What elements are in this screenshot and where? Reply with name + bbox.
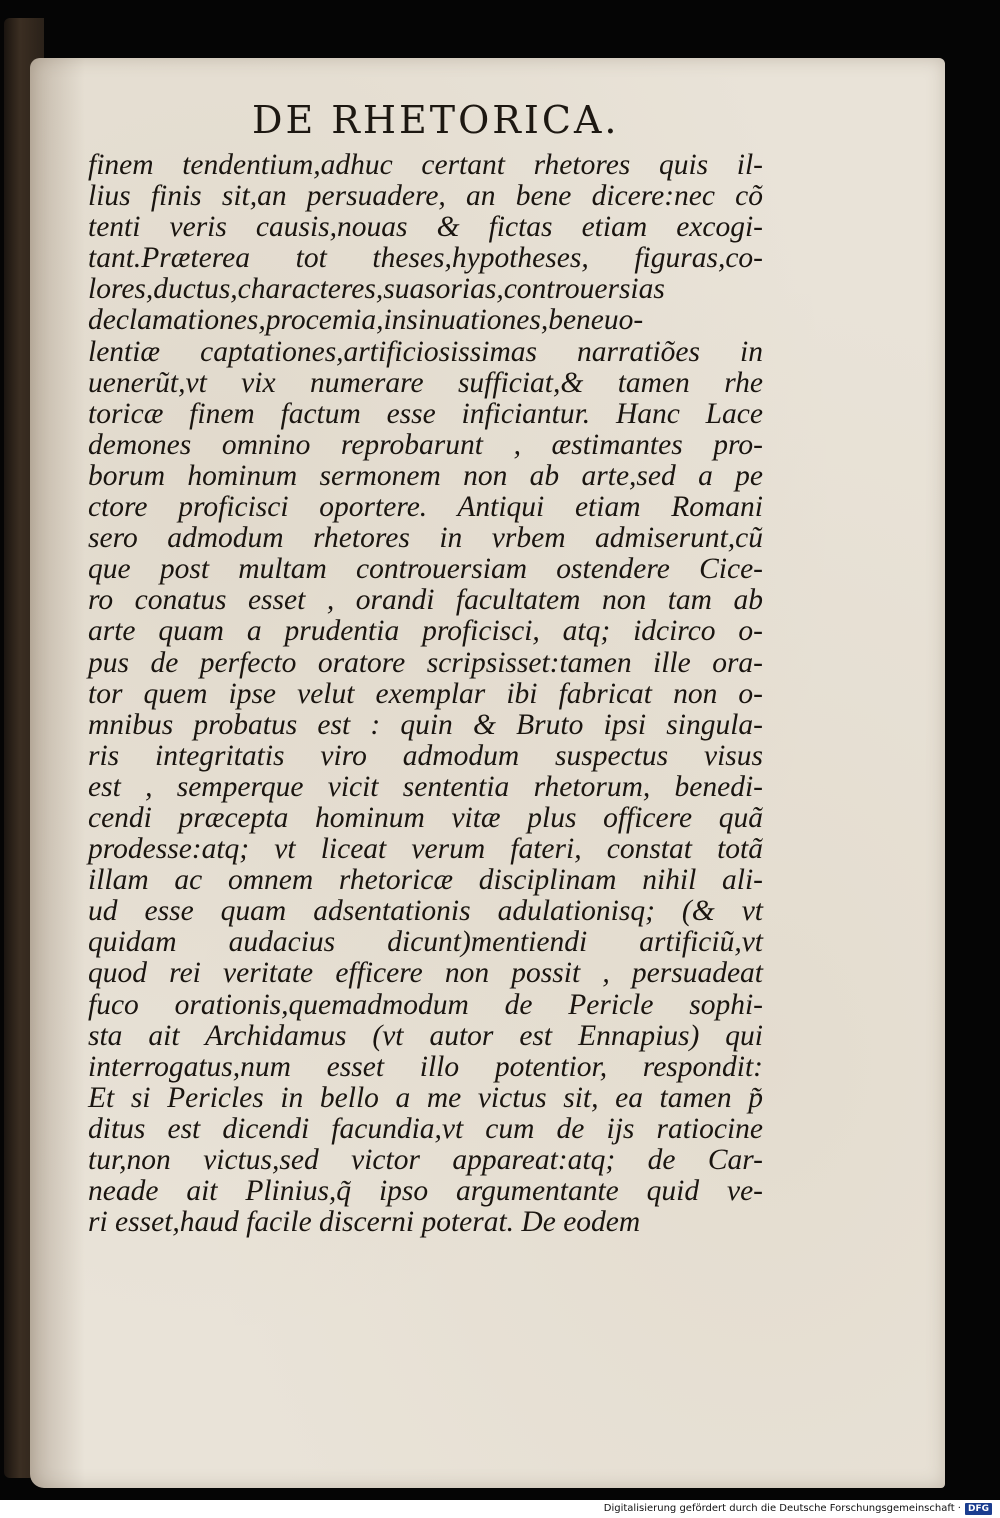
text-line: ud esse quam adsentationis adulationisq; (& vt bbox=[88, 895, 763, 928]
dfg-logo: DFG bbox=[965, 1503, 992, 1515]
text-line: tant.Præterea tot theses,hypotheses, figuras,co- bbox=[88, 242, 763, 275]
text-line: finem tendentium,adhuc certant rhetores quis il- bbox=[88, 149, 763, 181]
text-line: borum hominum sermonem non ab arte,sed a pe bbox=[88, 459, 763, 492]
text-line: ditus est dicendi facundia,vt cum de ijs ratiocine bbox=[88, 1112, 763, 1145]
text-line: tor quem ipse velut exemplar ibi fabricat non o- bbox=[88, 677, 763, 710]
text-line: Et si Pericles in bello a me victus sit, ea tamen p̃ bbox=[88, 1081, 763, 1114]
text-line: quidam audacius dicunt)mentiendi artificiũ,vt bbox=[88, 926, 763, 959]
text-line: tenti veris causis,nouas & fictas etiam excogi- bbox=[88, 211, 763, 244]
text-line: sero admodum rhetores in vrbem admiserunt,cũ bbox=[88, 522, 763, 555]
text-line: lores,ductus,characteres,suasorias,controuersias bbox=[88, 273, 665, 306]
text-line: ri esset,haud facile discerni poterat. De eodem bbox=[88, 1206, 641, 1239]
text-line: mnibus probatus est : quin & Bruto ipsi singula- bbox=[88, 708, 763, 741]
page-header: DE RHETORICA. bbox=[252, 98, 620, 142]
text-line: fuco orationis,quemadmodum de Pericle sophi- bbox=[88, 988, 763, 1021]
text-line: quod rei veritate efficere non possit , persuadeat bbox=[88, 957, 763, 990]
text-line: tur,non victus,sed victor appareat:atq; de Car- bbox=[88, 1144, 763, 1176]
text-line: ro conatus esset , orandi facultatem non tam ab bbox=[88, 584, 763, 617]
text-line: interrogatus,num esset illo potentior, respondit: bbox=[88, 1050, 763, 1083]
text-line: cendi præcepta hominum vitæ plus officere quã bbox=[88, 801, 763, 834]
text-line: sta ait Archidamus (vt autor est Ennapius) qui bbox=[88, 1019, 763, 1052]
text-line: prodesse:atq; vt liceat verum fateri, constat totã bbox=[88, 833, 763, 866]
text-line: neade ait Plinius,q̃ ipso argumentante quid ve- bbox=[88, 1175, 763, 1208]
text-line: pus de perfecto oratore scripsisset:tamen ille ora- bbox=[88, 646, 763, 679]
text-line: declamationes,procemia,insinuationes,beneuo- bbox=[88, 304, 644, 337]
text-line: uenerũt,vt vix numerare sufficiat,& tamen rhe bbox=[88, 366, 763, 399]
text-line: demones omnino reprobarunt , æstimantes pro- bbox=[88, 428, 763, 461]
text-line: toricæ finem factum esse inficiantur. Hanc Lace bbox=[88, 397, 763, 430]
text-line: lentiæ captationes,artificiosissimas narratiões in bbox=[88, 335, 763, 368]
text-line: est , semperque vicit sententia rhetorum, benedi- bbox=[88, 770, 763, 803]
text-line: illam ac omnem rhetoricæ disciplinam nihil ali- bbox=[88, 864, 763, 897]
footer-credit: Digitalisierung gefördert durch die Deutsche Forschungsgemeinschaft · bbox=[603, 1503, 961, 1514]
text-line: lius finis sit,an persuadere, an bene dicere:nec cõ bbox=[88, 180, 763, 213]
text-line: ris integritatis viro admodum suspectus visus bbox=[88, 739, 763, 772]
body-text bbox=[88, 150, 763, 1238]
footer bbox=[604, 1502, 992, 1516]
text-line: ctore proficisci oportere. Antiqui etiam Romani bbox=[88, 491, 763, 524]
text-line: que post multam controuersiam ostendere Cice- bbox=[88, 553, 763, 586]
text-line: arte quam a prudentia proficisci, atq; idcirco o- bbox=[88, 615, 763, 648]
